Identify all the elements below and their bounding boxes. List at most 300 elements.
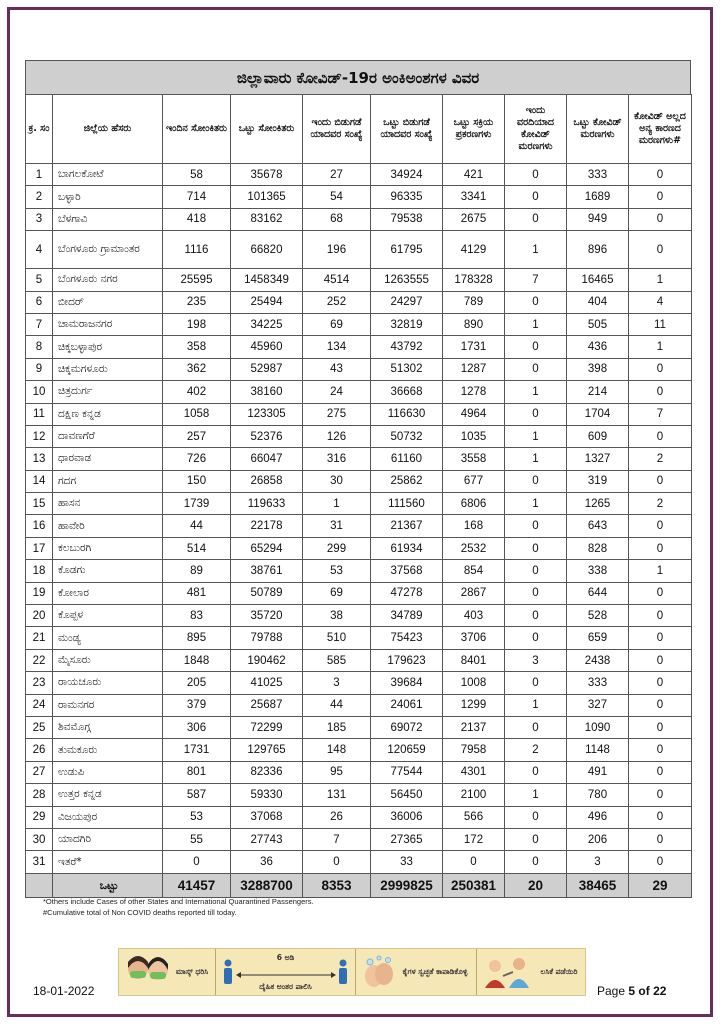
value-cell: 0: [505, 560, 567, 582]
serial-cell: 24: [26, 694, 53, 716]
table-row: [26, 694, 692, 716]
district-name: ಉಡುಪಿ: [53, 761, 163, 783]
value-cell: 714: [163, 186, 231, 208]
value-cell: 398: [567, 358, 629, 380]
value-cell: 0: [505, 672, 567, 694]
value-cell: 24061: [371, 694, 443, 716]
value-cell: 16465: [567, 269, 629, 291]
value-cell: 101365: [231, 186, 303, 208]
serial-cell: 25: [26, 716, 53, 738]
value-cell: 69: [303, 582, 371, 604]
value-cell: 333: [567, 672, 629, 694]
value-cell: 0: [505, 582, 567, 604]
value-cell: 51302: [371, 358, 443, 380]
value-cell: 0: [629, 425, 692, 447]
total-cell: 3288700: [231, 873, 303, 897]
value-cell: 0: [505, 164, 567, 186]
value-cell: 316: [303, 448, 371, 470]
value-cell: 148: [303, 739, 371, 761]
value-cell: 421: [443, 164, 505, 186]
value-cell: 36006: [371, 806, 443, 828]
serial-cell: 27: [26, 761, 53, 783]
value-cell: 50732: [371, 425, 443, 447]
value-cell: 72299: [231, 716, 303, 738]
value-cell: 299: [303, 537, 371, 559]
value-cell: 190462: [231, 649, 303, 671]
value-cell: 780: [567, 784, 629, 806]
header-total-discharged: ಒಟ್ಟು ಬಿಡುಗಡೆ ಯಾದವರ ಸಂಖ್ಯೆ: [371, 95, 443, 164]
value-cell: 43: [303, 358, 371, 380]
value-cell: 1: [505, 313, 567, 335]
serial-cell: 15: [26, 493, 53, 515]
value-cell: 44: [303, 694, 371, 716]
value-cell: 496: [567, 806, 629, 828]
district-name: ಚಾಮರಾಜನಗರ: [53, 313, 163, 335]
value-cell: 0: [629, 716, 692, 738]
serial-cell: 20: [26, 605, 53, 627]
page-prefix: Page: [597, 984, 626, 998]
value-cell: 0: [629, 208, 692, 230]
value-cell: 0: [629, 806, 692, 828]
value-cell: 0: [629, 164, 692, 186]
serial-cell: 19: [26, 582, 53, 604]
covid-stats-sheet: [25, 60, 691, 898]
value-cell: 53: [163, 806, 231, 828]
value-cell: 362: [163, 358, 231, 380]
page-of: of: [638, 984, 650, 998]
value-cell: 358: [163, 336, 231, 358]
header-today-discharged: ಇಂದು ಬಿಡುಗಡೆ ಯಾದವರ ಸಂಖ್ಯೆ: [303, 95, 371, 164]
value-cell: 0: [505, 186, 567, 208]
serial-cell: 7: [26, 313, 53, 335]
serial-cell: 10: [26, 381, 53, 403]
district-name: ಶಿವಮೊಗ್ಗ: [53, 716, 163, 738]
district-stats-table: [25, 94, 692, 898]
district-name: ಮಂಡ್ಯ: [53, 627, 163, 649]
value-cell: 34924: [371, 164, 443, 186]
value-cell: 68: [303, 208, 371, 230]
value-cell: 257: [163, 425, 231, 447]
value-cell: 82336: [231, 761, 303, 783]
header-non-covid-deaths: ಕೋವಿಡ್ ಅಲ್ಲದ ಅನ್ಯ ಕಾರಣದ ಮರಣಗಳು#: [629, 95, 692, 164]
value-cell: 26858: [231, 470, 303, 492]
total-cell: 250381: [443, 873, 505, 897]
value-cell: 25494: [231, 291, 303, 313]
district-name: ಬೆಳಗಾವಿ: [53, 208, 163, 230]
value-cell: 0: [505, 537, 567, 559]
table-row: [26, 582, 692, 604]
value-cell: 3706: [443, 627, 505, 649]
total-cell: 8353: [303, 873, 371, 897]
value-cell: 24297: [371, 291, 443, 313]
value-cell: 0: [629, 358, 692, 380]
serial-cell: 30: [26, 828, 53, 850]
footnote-others: *Others include Cases of other States and International Quarantined Passengers.: [43, 897, 314, 906]
district-name: ಕೊಪ್ಪಳ: [53, 605, 163, 627]
value-cell: 1731: [163, 739, 231, 761]
serial-cell: 26: [26, 739, 53, 761]
total-cell: 41457: [163, 873, 231, 897]
value-cell: 35678: [231, 164, 303, 186]
value-cell: 52987: [231, 358, 303, 380]
value-cell: 196: [303, 231, 371, 269]
district-name: ತುಮಕೂರು: [53, 739, 163, 761]
value-cell: 2: [629, 448, 692, 470]
value-cell: 1: [629, 560, 692, 582]
person-icon: [222, 959, 234, 985]
value-cell: 69: [303, 313, 371, 335]
page-total: 22: [653, 984, 667, 998]
value-cell: 61795: [371, 231, 443, 269]
value-cell: 1: [505, 448, 567, 470]
value-cell: 38: [303, 605, 371, 627]
value-cell: 22178: [231, 515, 303, 537]
banner-hygiene-section: [355, 949, 476, 995]
total-label: ಒಟ್ಟು: [53, 873, 163, 897]
value-cell: 7958: [443, 739, 505, 761]
value-cell: 0: [629, 605, 692, 627]
value-cell: 1: [303, 493, 371, 515]
value-cell: 37568: [371, 560, 443, 582]
value-cell: 0: [443, 851, 505, 873]
value-cell: 0: [505, 761, 567, 783]
banner-distance-section: [215, 949, 355, 995]
value-cell: 0: [303, 851, 371, 873]
value-cell: 1008: [443, 672, 505, 694]
total-cell: 38465: [567, 873, 629, 897]
value-cell: 185: [303, 716, 371, 738]
value-cell: 801: [163, 761, 231, 783]
header-active: ಒಟ್ಟು ಸಕ್ರಿಯ ಪ್ರಕರಣಗಳು: [443, 95, 505, 164]
serial-cell: 28: [26, 784, 53, 806]
table-row: [26, 806, 692, 828]
value-cell: 828: [567, 537, 629, 559]
value-cell: 4: [629, 291, 692, 313]
value-cell: 172: [443, 828, 505, 850]
table-row: [26, 231, 692, 269]
value-cell: 306: [163, 716, 231, 738]
table-row: [26, 828, 692, 850]
vaccination-icon: [483, 954, 533, 990]
table-row: [26, 358, 692, 380]
district-name: ಬಾಗಲಕೋಟೆ: [53, 164, 163, 186]
table-title: ಜಿಲ್ಲಾವಾರು ಕೋವಿಡ್-19ರ ಅಂಕಿಅಂಶಗಳ ವಿವರ: [25, 60, 691, 94]
value-cell: 677: [443, 470, 505, 492]
value-cell: 43792: [371, 336, 443, 358]
value-cell: 510: [303, 627, 371, 649]
value-cell: 38160: [231, 381, 303, 403]
value-cell: 585: [303, 649, 371, 671]
value-cell: 0: [505, 627, 567, 649]
value-cell: 11: [629, 313, 692, 335]
value-cell: 0: [629, 739, 692, 761]
value-cell: 179623: [371, 649, 443, 671]
district-name: ಬೆಂಗಳೂರು ಗ್ರಾಮಾಂತರ: [53, 231, 163, 269]
value-cell: 66820: [231, 231, 303, 269]
value-cell: 2675: [443, 208, 505, 230]
value-cell: 0: [629, 627, 692, 649]
district-name: ಮೈಸೂರು: [53, 649, 163, 671]
value-cell: 402: [163, 381, 231, 403]
report-date: 18-01-2022: [33, 984, 95, 998]
value-cell: 83162: [231, 208, 303, 230]
district-name: ರಾಯಚೂರು: [53, 672, 163, 694]
banner-distance-text: ದೈಹಿಕ ಅಂತರ ಪಾಲಿಸಿ: [259, 981, 312, 991]
total-cell: 20: [505, 873, 567, 897]
table-row: [26, 403, 692, 425]
value-cell: 2100: [443, 784, 505, 806]
value-cell: 21367: [371, 515, 443, 537]
value-cell: 1731: [443, 336, 505, 358]
district-name: ಇತರೆ*: [53, 851, 163, 873]
value-cell: 1148: [567, 739, 629, 761]
value-cell: 0: [505, 851, 567, 873]
masked-faces-icon: [125, 954, 171, 990]
double-arrow-icon: [236, 972, 336, 978]
district-name: ಯಾದಗಿರಿ: [53, 828, 163, 850]
header-today-deaths: ಇಂದು ವರದಿಯಾದ ಕೋವಿಡ್ ಮರಣಗಳು: [505, 95, 567, 164]
value-cell: 2: [629, 493, 692, 515]
value-cell: 949: [567, 208, 629, 230]
value-cell: 1090: [567, 716, 629, 738]
value-cell: 198: [163, 313, 231, 335]
value-cell: 36668: [371, 381, 443, 403]
value-cell: 1458349: [231, 269, 303, 291]
value-cell: 50789: [231, 582, 303, 604]
serial-cell: 1: [26, 164, 53, 186]
district-name: ವಿಜಯಪುರ: [53, 806, 163, 828]
value-cell: 0: [505, 291, 567, 313]
footnote-non-covid: #Cumulative total of Non COVID deaths reported till today.: [43, 908, 237, 917]
value-cell: 644: [567, 582, 629, 604]
footnotes: [43, 896, 314, 918]
serial-cell: 18: [26, 560, 53, 582]
value-cell: 168: [443, 515, 505, 537]
serial-cell: 11: [26, 403, 53, 425]
value-cell: 643: [567, 515, 629, 537]
value-cell: 0: [629, 515, 692, 537]
value-cell: 59330: [231, 784, 303, 806]
banner-vaccine-section: [476, 949, 585, 995]
table-row: [26, 269, 692, 291]
value-cell: 854: [443, 560, 505, 582]
value-cell: 726: [163, 448, 231, 470]
value-cell: 7: [303, 828, 371, 850]
header-total-deaths: ಒಟ್ಟು ಕೋವಿಡ್ ಮರಣಗಳು: [567, 95, 629, 164]
value-cell: 505: [567, 313, 629, 335]
value-cell: 79538: [371, 208, 443, 230]
value-cell: 34789: [371, 605, 443, 627]
value-cell: 327: [567, 694, 629, 716]
value-cell: 3341: [443, 186, 505, 208]
value-cell: 1: [505, 784, 567, 806]
value-cell: 403: [443, 605, 505, 627]
serial-cell: 13: [26, 448, 53, 470]
value-cell: 61934: [371, 537, 443, 559]
value-cell: 319: [567, 470, 629, 492]
awareness-banner: [118, 948, 586, 996]
table-row: [26, 381, 692, 403]
value-cell: 32819: [371, 313, 443, 335]
value-cell: 0: [629, 649, 692, 671]
hand-wash-icon: [362, 954, 396, 990]
value-cell: 6806: [443, 493, 505, 515]
value-cell: 35720: [231, 605, 303, 627]
value-cell: 61160: [371, 448, 443, 470]
value-cell: 33: [371, 851, 443, 873]
table-row: [26, 537, 692, 559]
district-name: ಚಿತ್ರದುರ್ಗ: [53, 381, 163, 403]
value-cell: 1: [629, 336, 692, 358]
table-body: [26, 164, 692, 874]
value-cell: 0: [629, 470, 692, 492]
value-cell: 129765: [231, 739, 303, 761]
header-today-positive: ಇಂದಿನ ಸೋಂಕಿತರು: [163, 95, 231, 164]
district-name: ಹಾಸನ: [53, 493, 163, 515]
value-cell: 56450: [371, 784, 443, 806]
banner-mask-text: ಮಾಸ್ಕ್ ಧರಿಸಿ: [175, 967, 209, 976]
serial-cell: 4: [26, 231, 53, 269]
serial-cell: 31: [26, 851, 53, 873]
value-cell: 119633: [231, 493, 303, 515]
banner-distance-feet: 6 ಅಡಿ: [276, 952, 295, 962]
value-cell: 1278: [443, 381, 505, 403]
value-cell: 38761: [231, 560, 303, 582]
serial-cell: 5: [26, 269, 53, 291]
value-cell: 24: [303, 381, 371, 403]
value-cell: 1: [629, 269, 692, 291]
value-cell: 0: [505, 336, 567, 358]
total-cell: 2999825: [371, 873, 443, 897]
value-cell: 1: [505, 425, 567, 447]
value-cell: 235: [163, 291, 231, 313]
value-cell: 514: [163, 537, 231, 559]
value-cell: 609: [567, 425, 629, 447]
value-cell: 2: [505, 739, 567, 761]
value-cell: 1058: [163, 403, 231, 425]
value-cell: 123305: [231, 403, 303, 425]
value-cell: 37068: [231, 806, 303, 828]
value-cell: 206: [567, 828, 629, 850]
value-cell: 47278: [371, 582, 443, 604]
value-cell: 0: [629, 186, 692, 208]
table-row: [26, 649, 692, 671]
value-cell: 58: [163, 164, 231, 186]
value-cell: 0: [505, 828, 567, 850]
value-cell: 55: [163, 828, 231, 850]
table-row: [26, 761, 692, 783]
total-cell: 29: [629, 873, 692, 897]
value-cell: 1263555: [371, 269, 443, 291]
value-cell: 3558: [443, 448, 505, 470]
value-cell: 25862: [371, 470, 443, 492]
value-cell: 4301: [443, 761, 505, 783]
value-cell: 789: [443, 291, 505, 313]
value-cell: 275: [303, 403, 371, 425]
table-row: [26, 605, 692, 627]
value-cell: 36: [231, 851, 303, 873]
table-row: [26, 515, 692, 537]
value-cell: 491: [567, 761, 629, 783]
value-cell: 1739: [163, 493, 231, 515]
value-cell: 566: [443, 806, 505, 828]
value-cell: 0: [505, 358, 567, 380]
banner-vaccine-text: ಲಸಿಕೆ ಪಡೆಯಿರಿ: [540, 967, 578, 976]
value-cell: 1: [505, 381, 567, 403]
table-row: [26, 186, 692, 208]
table-row: [26, 716, 692, 738]
value-cell: 2438: [567, 649, 629, 671]
table-row: [26, 291, 692, 313]
value-cell: 27365: [371, 828, 443, 850]
value-cell: 25595: [163, 269, 231, 291]
value-cell: 0: [505, 208, 567, 230]
value-cell: 53: [303, 560, 371, 582]
value-cell: 1265: [567, 493, 629, 515]
value-cell: 2867: [443, 582, 505, 604]
value-cell: 96335: [371, 186, 443, 208]
value-cell: 1299: [443, 694, 505, 716]
value-cell: 0: [629, 828, 692, 850]
value-cell: 39684: [371, 672, 443, 694]
value-cell: 7: [505, 269, 567, 291]
header-district: ಜಿಲ್ಲೆಯ ಹೆಸರು: [53, 95, 163, 164]
value-cell: 34225: [231, 313, 303, 335]
value-cell: 79788: [231, 627, 303, 649]
value-cell: 120659: [371, 739, 443, 761]
value-cell: 3: [567, 851, 629, 873]
value-cell: 379: [163, 694, 231, 716]
value-cell: 0: [505, 470, 567, 492]
value-cell: 214: [567, 381, 629, 403]
value-cell: 2137: [443, 716, 505, 738]
banner-mask-section: [119, 949, 215, 995]
value-cell: 0: [629, 537, 692, 559]
value-cell: 89: [163, 560, 231, 582]
value-cell: 0: [505, 515, 567, 537]
district-name: ಬಳ್ಳಾರಿ: [53, 186, 163, 208]
serial-cell: 22: [26, 649, 53, 671]
value-cell: 8401: [443, 649, 505, 671]
value-cell: 0: [629, 672, 692, 694]
value-cell: 111560: [371, 493, 443, 515]
district-name: ಕಲಬುರಗಿ: [53, 537, 163, 559]
value-cell: 27743: [231, 828, 303, 850]
value-cell: 0: [163, 851, 231, 873]
page-current: 5: [628, 984, 636, 998]
value-cell: 333: [567, 164, 629, 186]
serial-cell: 23: [26, 672, 53, 694]
table-row: [26, 425, 692, 447]
value-cell: 1327: [567, 448, 629, 470]
value-cell: 0: [505, 806, 567, 828]
value-cell: 52376: [231, 425, 303, 447]
value-cell: 131: [303, 784, 371, 806]
value-cell: 65294: [231, 537, 303, 559]
value-cell: 1: [505, 493, 567, 515]
value-cell: 1287: [443, 358, 505, 380]
serial-cell: 2: [26, 186, 53, 208]
value-cell: 528: [567, 605, 629, 627]
value-cell: 1: [505, 231, 567, 269]
district-name: ಉತ್ತರ ಕನ್ನಡ: [53, 784, 163, 806]
table-row: [26, 493, 692, 515]
serial-cell: 29: [26, 806, 53, 828]
value-cell: 178328: [443, 269, 505, 291]
value-cell: 0: [505, 403, 567, 425]
value-cell: 1704: [567, 403, 629, 425]
district-name: ಕೊಡಗು: [53, 560, 163, 582]
